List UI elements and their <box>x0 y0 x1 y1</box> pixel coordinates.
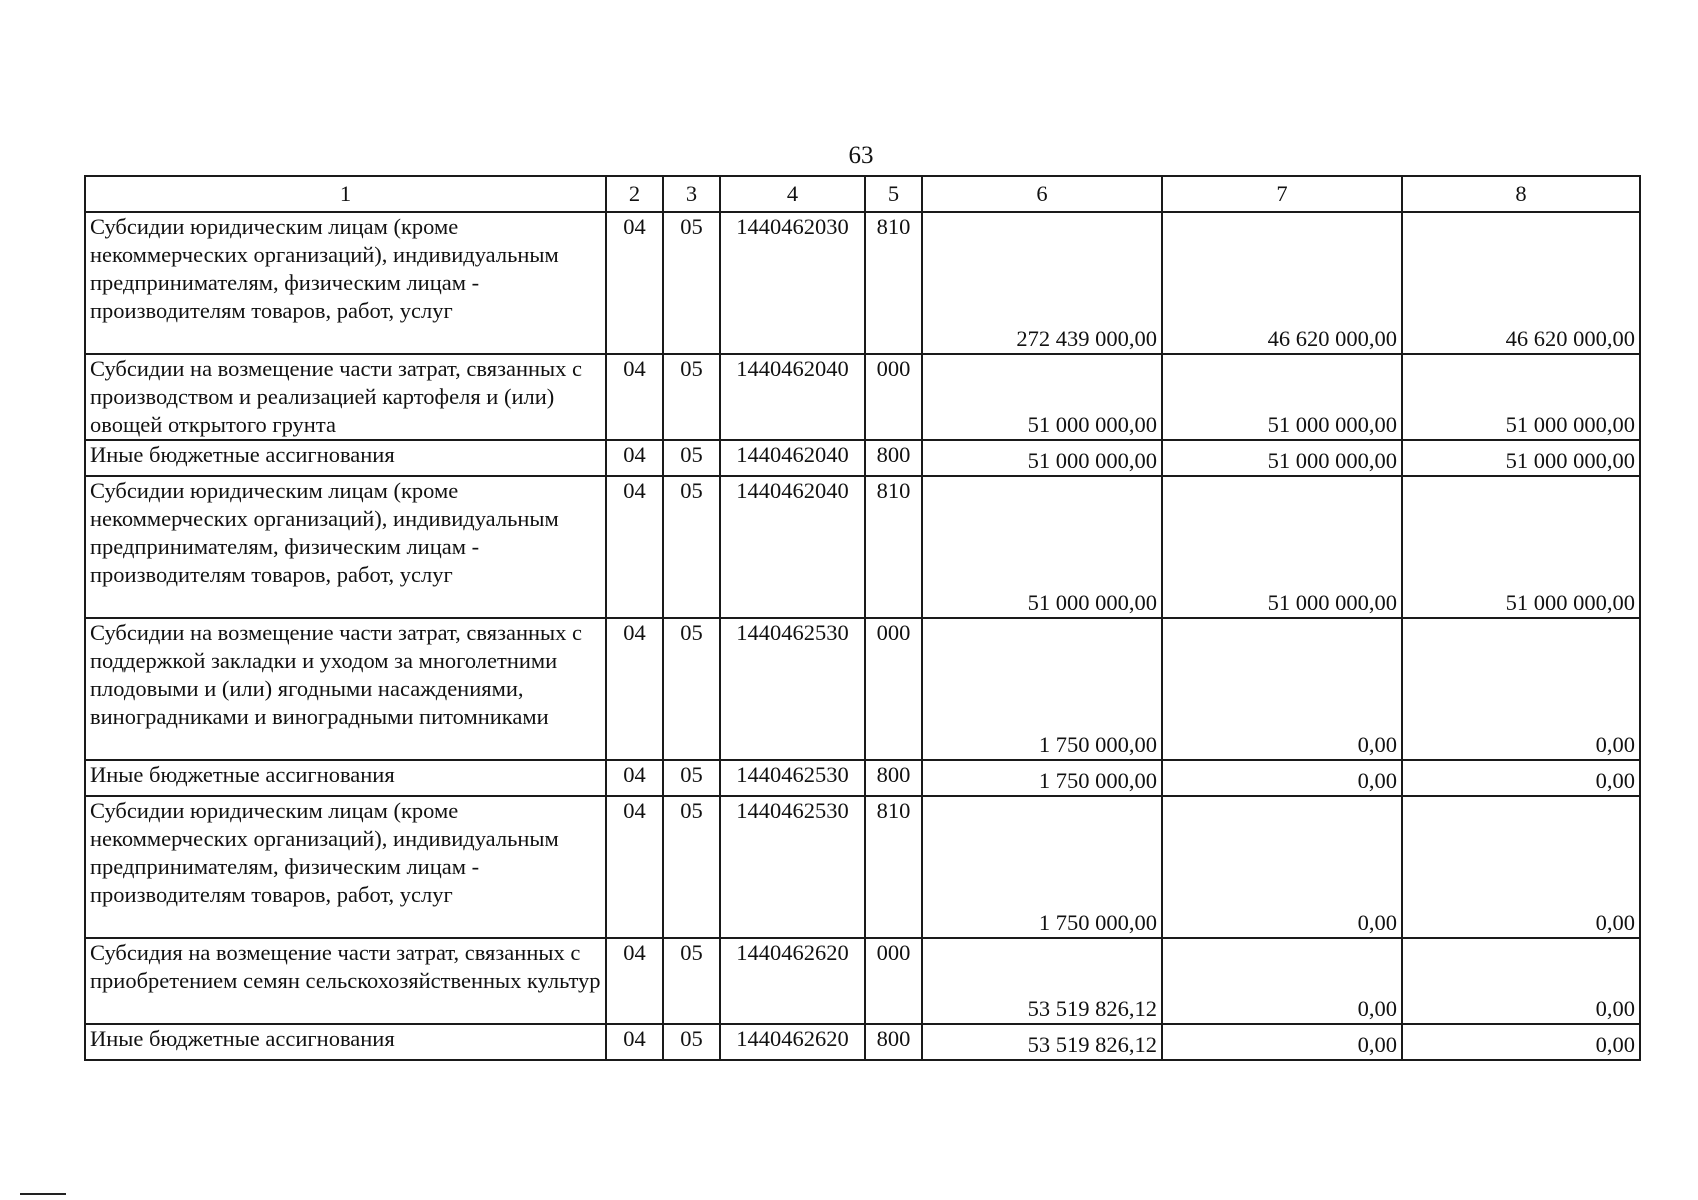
scan-edge-mark <box>20 1193 66 1195</box>
table-row <box>85 760 1640 796</box>
row-expense-type: 810 <box>865 212 922 354</box>
row-target-code: 1440462620 <box>720 1024 865 1060</box>
header-row <box>85 176 1640 212</box>
row-amount-col6: 1 750 000,00 <box>922 760 1162 796</box>
row-section: 04 <box>606 354 663 440</box>
header-cell: 4 <box>720 176 865 212</box>
table-row <box>85 796 1640 938</box>
row-subsection: 05 <box>663 212 720 354</box>
header-cell: 3 <box>663 176 720 212</box>
row-subsection: 05 <box>663 1024 720 1060</box>
row-expense-type: 800 <box>865 760 922 796</box>
header-cell: 1 <box>85 176 606 212</box>
row-target-code: 1440462530 <box>720 796 865 938</box>
row-amount-col8: 51 000 000,00 <box>1402 354 1640 440</box>
row-expense-type: 800 <box>865 440 922 476</box>
row-expense-type: 810 <box>865 476 922 618</box>
row-expense-type: 000 <box>865 618 922 760</box>
row-name: Субсидии на возмещение части затрат, связанных с поддержкой закладки и уходом за многолетними плодовыми и (или) ягодными насаждениями, виноградниками и виноградными питомниками <box>85 618 606 760</box>
row-target-code: 1440462030 <box>720 212 865 354</box>
row-name: Иные бюджетные ассигнования <box>85 1024 606 1060</box>
row-amount-col8: 51 000 000,00 <box>1402 476 1640 618</box>
table-row <box>85 354 1640 440</box>
header-cell: 2 <box>606 176 663 212</box>
row-name: Субсидии на возмещение части затрат, связанных с производством и реализацией картофеля и (или) овощей открытого грунта <box>85 354 606 440</box>
row-amount-col7: 0,00 <box>1162 1024 1402 1060</box>
row-amount-col8: 0,00 <box>1402 796 1640 938</box>
row-name: Иные бюджетные ассигнования <box>85 760 606 796</box>
row-section: 04 <box>606 618 663 760</box>
row-subsection: 05 <box>663 618 720 760</box>
row-amount-col7: 0,00 <box>1162 618 1402 760</box>
row-target-code: 1440462040 <box>720 440 865 476</box>
table-row <box>85 440 1640 476</box>
row-amount-col6: 51 000 000,00 <box>922 476 1162 618</box>
row-section: 04 <box>606 212 663 354</box>
row-expense-type: 810 <box>865 796 922 938</box>
row-amount-col7: 0,00 <box>1162 796 1402 938</box>
row-target-code: 1440462040 <box>720 354 865 440</box>
row-amount-col7: 0,00 <box>1162 760 1402 796</box>
row-amount-col6: 1 750 000,00 <box>922 796 1162 938</box>
row-section: 04 <box>606 476 663 618</box>
row-amount-col6: 51 000 000,00 <box>922 354 1162 440</box>
row-name: Субсидии юридическим лицам (кроме некоммерческих организаций), индивидуальным предпринимателям, физическим лицам - производителям товаров, работ, услуг <box>85 476 606 618</box>
row-amount-col8: 46 620 000,00 <box>1402 212 1640 354</box>
header-cell: 5 <box>865 176 922 212</box>
table-row <box>85 618 1640 760</box>
table-row <box>85 938 1640 1024</box>
row-amount-col6: 1 750 000,00 <box>922 618 1162 760</box>
row-subsection: 05 <box>663 476 720 618</box>
row-amount-col7: 51 000 000,00 <box>1162 440 1402 476</box>
row-amount-col8: 0,00 <box>1402 618 1640 760</box>
row-amount-col7: 51 000 000,00 <box>1162 354 1402 440</box>
row-amount-col8: 0,00 <box>1402 760 1640 796</box>
row-name: Субсидия на возмещение части затрат, связанных с приобретением семян сельскохозяйственных культур <box>85 938 606 1024</box>
row-amount-col8: 51 000 000,00 <box>1402 440 1640 476</box>
row-amount-col6: 51 000 000,00 <box>922 440 1162 476</box>
row-subsection: 05 <box>663 938 720 1024</box>
row-target-code: 1440462530 <box>720 618 865 760</box>
row-expense-type: 800 <box>865 1024 922 1060</box>
row-amount-col7: 46 620 000,00 <box>1162 212 1402 354</box>
row-expense-type: 000 <box>865 938 922 1024</box>
row-target-code: 1440462040 <box>720 476 865 618</box>
row-section: 04 <box>606 938 663 1024</box>
row-amount-col6: 53 519 826,12 <box>922 1024 1162 1060</box>
row-amount-col7: 0,00 <box>1162 938 1402 1024</box>
row-subsection: 05 <box>663 760 720 796</box>
header-cell: 7 <box>1162 176 1402 212</box>
table-row <box>85 476 1640 618</box>
row-amount-col8: 0,00 <box>1402 1024 1640 1060</box>
row-name: Субсидии юридическим лицам (кроме некоммерческих организаций), индивидуальным предпринимателям, физическим лицам - производителям товаров, работ, услуг <box>85 796 606 938</box>
row-section: 04 <box>606 796 663 938</box>
row-amount-col6: 53 519 826,12 <box>922 938 1162 1024</box>
row-expense-type: 000 <box>865 354 922 440</box>
row-section: 04 <box>606 1024 663 1060</box>
page-number: 63 <box>848 142 874 169</box>
row-name: Субсидии юридическим лицам (кроме некоммерческих организаций), индивидуальным предпринимателям, физическим лицам - производителям товаров, работ, услуг <box>85 212 606 354</box>
row-subsection: 05 <box>663 440 720 476</box>
table-row <box>85 212 1640 354</box>
row-name: Иные бюджетные ассигнования <box>85 440 606 476</box>
budget-table <box>84 175 1641 1061</box>
table-row <box>85 1024 1640 1060</box>
row-section: 04 <box>606 760 663 796</box>
header-cell: 8 <box>1402 176 1640 212</box>
header-cell: 6 <box>922 176 1162 212</box>
row-amount-col8: 0,00 <box>1402 938 1640 1024</box>
row-target-code: 1440462620 <box>720 938 865 1024</box>
row-section: 04 <box>606 440 663 476</box>
row-target-code: 1440462530 <box>720 760 865 796</box>
row-amount-col7: 51 000 000,00 <box>1162 476 1402 618</box>
row-subsection: 05 <box>663 354 720 440</box>
row-amount-col6: 272 439 000,00 <box>922 212 1162 354</box>
row-subsection: 05 <box>663 796 720 938</box>
